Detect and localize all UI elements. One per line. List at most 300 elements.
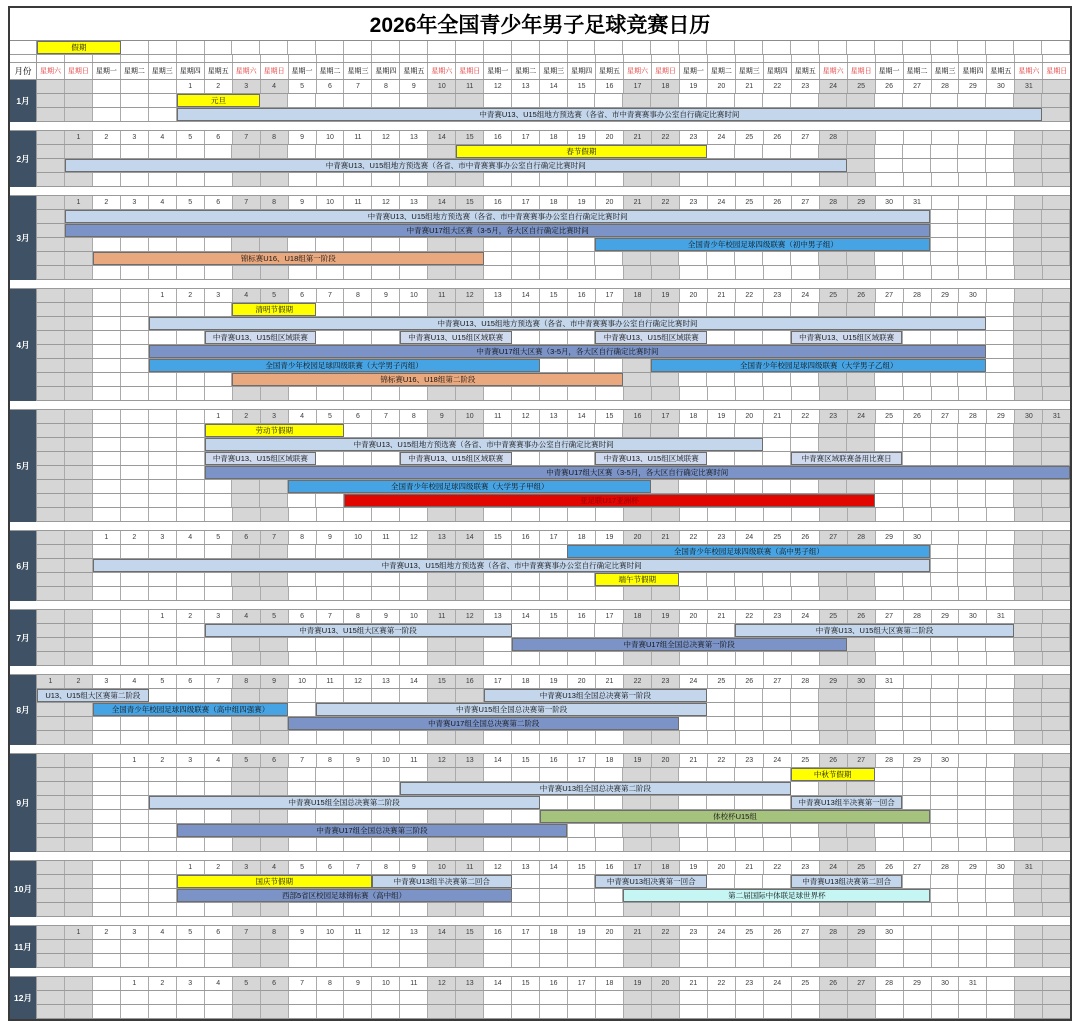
month-label: 12月 [10, 977, 37, 1019]
empty-cell [288, 638, 316, 651]
page-title: 2026年全国青少年男子足球竞赛日历 [10, 8, 1070, 41]
weekday-header-cell: 星期日 [261, 63, 289, 79]
empty-cell [317, 266, 345, 279]
day-cell: 28 [820, 926, 848, 939]
empty-cell [121, 824, 149, 837]
empty-cell [37, 173, 65, 186]
month-rows [37, 926, 1070, 968]
empty-cell [372, 731, 400, 744]
empty-cell [121, 145, 149, 158]
day-cell: 2 [93, 196, 121, 209]
day-cell: 1 [121, 977, 149, 990]
day-cell: 5 [289, 861, 317, 874]
empty-cell [205, 768, 233, 781]
event-row [37, 508, 1070, 522]
empty-cell [568, 424, 596, 437]
day-cell: 29 [959, 80, 987, 93]
day-cell: 24 [848, 410, 876, 423]
empty-cell [484, 903, 512, 916]
day-cell [177, 410, 205, 423]
empty-cell [121, 480, 149, 493]
month-label: 10月 [10, 861, 37, 917]
day-cell: 7 [372, 410, 400, 423]
empty-cell [1043, 652, 1070, 665]
empty-cell [261, 991, 289, 1004]
empty-cell [623, 424, 651, 437]
empty-cell [875, 159, 903, 172]
empty-cell [205, 573, 233, 586]
day-cells [37, 717, 1070, 730]
dates-row [37, 410, 1070, 424]
empty-cell [707, 252, 735, 265]
empty-cell [931, 796, 959, 809]
empty-cell [428, 1005, 456, 1018]
empty-cell [568, 266, 596, 279]
empty-cell [1014, 889, 1042, 902]
event-bar: 中青赛U13组全国总决赛第一阶段 [484, 689, 707, 702]
day-cell [1043, 675, 1070, 688]
empty-cell [708, 838, 736, 851]
empty-cell [847, 424, 875, 437]
day-cells [37, 545, 1070, 558]
day-cell [37, 80, 65, 93]
empty-cell [205, 494, 233, 507]
day-cell: 5 [177, 926, 205, 939]
empty-cell [903, 573, 931, 586]
day-cell: 1 [65, 926, 93, 939]
empty-cell [791, 573, 819, 586]
empty-cell [624, 940, 652, 953]
empty-cell [400, 903, 428, 916]
empty-cell [316, 452, 344, 465]
empty-cell [931, 573, 959, 586]
day-cell: 24 [708, 196, 736, 209]
day-cell: 19 [652, 289, 680, 302]
empty-cell [763, 424, 791, 437]
empty-cell [986, 703, 1014, 716]
empty-cell [1042, 638, 1070, 651]
day-cell: 25 [792, 977, 820, 990]
event-bar: 中青赛U13、U15组地方预选赛（各省、市中青赛赛事办公室自行确定比赛时间 [65, 210, 930, 223]
empty-cell [372, 573, 400, 586]
month-rows [37, 610, 1070, 666]
empty-cell [986, 545, 1014, 558]
empty-cell [261, 731, 289, 744]
day-cell: 14 [400, 675, 428, 688]
empty-cell [512, 768, 540, 781]
empty-cell [1014, 545, 1042, 558]
empty-cell [233, 173, 261, 186]
day-cell: 2 [177, 610, 205, 623]
month-column-header: 月份 [10, 63, 37, 79]
day-cell: 8 [372, 861, 400, 874]
empty-cell [316, 768, 344, 781]
holiday-bar: 春节假期 [456, 145, 707, 158]
empty-cell [707, 94, 735, 107]
empty-cell [260, 545, 288, 558]
empty-cell [121, 991, 149, 1004]
day-cell: 24 [736, 531, 764, 544]
empty-cell [792, 55, 820, 62]
day-cell [932, 926, 960, 939]
empty-cell [763, 252, 791, 265]
empty-cell [540, 266, 568, 279]
empty-cell [121, 452, 149, 465]
weekday-header-cell: 星期日 [848, 63, 876, 79]
empty-cell [428, 173, 456, 186]
empty-cell [317, 387, 345, 400]
day-cell [65, 531, 93, 544]
empty-cell [792, 387, 820, 400]
empty-cell [288, 494, 316, 507]
month-label: 7月 [10, 610, 37, 666]
weekday-header-cell: 星期三 [932, 63, 960, 79]
empty-cell [763, 145, 791, 158]
empty-cell [344, 303, 372, 316]
day-cell: 26 [876, 861, 904, 874]
empty-cell [372, 41, 400, 54]
day-cell: 5 [261, 289, 289, 302]
empty-cell [372, 331, 400, 344]
empty-cell [540, 173, 568, 186]
empty-cell [1014, 159, 1042, 172]
event-bar: 西部5省区校园足球锦标赛（高中组） [177, 889, 512, 902]
empty-cell [986, 810, 1014, 823]
day-cell: 13 [512, 80, 540, 93]
empty-cell [876, 652, 904, 665]
day-cell: 28 [932, 861, 960, 874]
empty-cell [903, 703, 931, 716]
empty-cell [121, 41, 149, 54]
day-cell: 3 [121, 196, 149, 209]
day-cell: 23 [792, 80, 820, 93]
empty-cell [233, 266, 261, 279]
empty-cell [400, 41, 428, 54]
month-rows [37, 131, 1070, 187]
event-row [37, 838, 1070, 852]
empty-cell [372, 55, 400, 62]
empty-cell [679, 480, 707, 493]
day-cell: 24 [764, 754, 792, 767]
empty-cell [540, 587, 568, 600]
day-cell: 18 [652, 80, 680, 93]
empty-cell [568, 41, 596, 54]
empty-cell [372, 652, 400, 665]
empty-cell [595, 359, 623, 372]
day-cell: 8 [344, 610, 372, 623]
empty-cell [596, 587, 624, 600]
empty-cell [65, 508, 93, 521]
empty-cell [904, 587, 932, 600]
empty-cell [931, 224, 959, 237]
event-bar: 中青赛U13、U15组大区赛第一阶段 [205, 624, 512, 637]
day-cell: 14 [428, 196, 456, 209]
empty-cell [372, 768, 400, 781]
empty-cell [568, 838, 596, 851]
day-cell: 27 [904, 861, 932, 874]
empty-cell [624, 903, 652, 916]
empty-cell [958, 224, 986, 237]
empty-cell [568, 624, 596, 637]
empty-cell [819, 717, 847, 730]
empty-cell [735, 480, 763, 493]
event-bar: 第二届国际中体联足球世界杯 [623, 889, 930, 902]
empty-cell [121, 768, 149, 781]
empty-cell [875, 717, 903, 730]
empty-cell [764, 954, 792, 967]
empty-cell [512, 954, 540, 967]
event-bar: 亚足联U17亚洲杯 [344, 494, 874, 507]
day-cell [1043, 977, 1070, 990]
empty-cell [540, 55, 568, 62]
empty-cell [288, 689, 316, 702]
event-bar: 中青赛U13、U15组大区赛第二阶段 [735, 624, 1014, 637]
empty-cell [903, 145, 931, 158]
empty-cell [149, 940, 177, 953]
empty-cell [484, 173, 512, 186]
empty-cell [679, 373, 707, 386]
day-cell: 22 [764, 80, 792, 93]
day-cell: 28 [792, 675, 820, 688]
empty-cell [763, 875, 791, 888]
empty-cell [707, 875, 735, 888]
weekday-header-cell: 星期二 [708, 63, 736, 79]
empty-cell [344, 782, 372, 795]
day-cell: 12 [484, 80, 512, 93]
empty-cell [37, 545, 65, 558]
empty-cell [959, 266, 987, 279]
empty-cell [121, 810, 149, 823]
event-bar: 中青赛U13、U15组区域联赛 [791, 331, 903, 344]
day-cell: 24 [792, 289, 820, 302]
empty-cell [680, 838, 708, 851]
month-rows [37, 861, 1070, 917]
empty-cell [484, 1005, 512, 1018]
empty-cell [679, 824, 707, 837]
day-cell: 4 [233, 610, 261, 623]
empty-cell [624, 1005, 652, 1018]
empty-cell [595, 94, 623, 107]
empty-cell [232, 545, 260, 558]
empty-cell [624, 387, 652, 400]
empty-cell [316, 689, 344, 702]
empty-cell [931, 303, 959, 316]
empty-cell [876, 587, 904, 600]
empty-cell [596, 652, 624, 665]
empty-cell [986, 717, 1014, 730]
empty-cell [1014, 559, 1042, 572]
weekday-header-cell: 星期四 [959, 63, 987, 79]
empty-cell [903, 94, 931, 107]
event-row [37, 359, 1070, 373]
empty-cell [37, 252, 65, 265]
empty-cell [764, 838, 792, 851]
event-row [37, 703, 1070, 717]
empty-cell [1014, 145, 1042, 158]
empty-cell [876, 903, 904, 916]
day-cells [37, 838, 1070, 851]
empty-cell [847, 373, 875, 386]
empty-cell [1014, 494, 1042, 507]
empty-cell [344, 387, 372, 400]
empty-cell [568, 252, 596, 265]
day-cell: 16 [568, 289, 596, 302]
spacer-row [10, 55, 1070, 63]
empty-cell [568, 768, 596, 781]
empty-cell [205, 145, 233, 158]
event-bar: 全国青少年校园足球四级联赛（大学男子乙组） [651, 359, 986, 372]
empty-cell [317, 1005, 345, 1018]
day-cell: 22 [708, 754, 736, 767]
day-cell [37, 131, 65, 144]
empty-cell [958, 438, 986, 451]
empty-cell [987, 508, 1015, 521]
empty-cell [372, 587, 400, 600]
month-rows [37, 977, 1070, 1019]
day-cell: 23 [820, 410, 848, 423]
weekday-header-cell: 星期二 [317, 63, 345, 79]
empty-cell [400, 303, 428, 316]
empty-cell [568, 587, 596, 600]
event-row [37, 452, 1070, 466]
month-rows [37, 80, 1070, 122]
day-cell: 19 [568, 196, 596, 209]
empty-cell [596, 1005, 624, 1018]
event-row [37, 1005, 1070, 1019]
empty-cell [820, 838, 848, 851]
empty-cell [456, 55, 484, 62]
empty-cell [1043, 173, 1070, 186]
day-cell: 2 [65, 675, 93, 688]
day-cell: 31 [959, 977, 987, 990]
empty-cell [1014, 238, 1042, 251]
empty-cell [651, 41, 679, 54]
day-cell: 4 [121, 675, 149, 688]
empty-cell [875, 41, 903, 54]
empty-cell [149, 782, 177, 795]
day-cell: 18 [568, 531, 596, 544]
day-cell: 12 [456, 610, 484, 623]
day-cell [987, 977, 1015, 990]
day-cell: 28 [904, 610, 932, 623]
empty-cell [848, 173, 876, 186]
empty-cell [1042, 224, 1070, 237]
event-bar: 锦标赛U16、U18组第一阶段 [93, 252, 484, 265]
empty-cell [931, 545, 959, 558]
empty-cell [37, 424, 65, 437]
empty-cell [93, 94, 121, 107]
empty-cell [121, 638, 149, 651]
empty-cell [121, 731, 149, 744]
empty-cell [344, 768, 372, 781]
day-cell [121, 610, 149, 623]
empty-cell [344, 452, 372, 465]
empty-cell [512, 991, 540, 1004]
empty-cell [708, 587, 736, 600]
empty-cell [820, 954, 848, 967]
day-cells [37, 782, 1070, 795]
day-cell: 25 [848, 861, 876, 874]
day-cell: 22 [764, 861, 792, 874]
empty-cell [400, 238, 428, 251]
day-cell: 20 [568, 675, 596, 688]
day-cell [987, 754, 1015, 767]
day-cell: 6 [317, 861, 345, 874]
day-cells [37, 494, 1070, 507]
empty-cell [986, 689, 1014, 702]
empty-cell [260, 810, 288, 823]
empty-cell [205, 41, 233, 54]
empty-cell [372, 303, 400, 316]
empty-cell [791, 373, 819, 386]
empty-cell [121, 587, 149, 600]
empty-cell [37, 345, 65, 358]
empty-cell [232, 145, 260, 158]
day-cell: 22 [652, 926, 680, 939]
day-cell: 6 [205, 926, 233, 939]
empty-cell [820, 731, 848, 744]
day-cell: 24 [820, 80, 848, 93]
empty-cell [233, 55, 261, 62]
event-row [37, 373, 1070, 387]
empty-cell [400, 689, 428, 702]
day-cell [959, 926, 987, 939]
day-cell: 16 [484, 926, 512, 939]
empty-cell [512, 331, 540, 344]
empty-cell [37, 238, 65, 251]
weekday-header-cell: 星期六 [820, 63, 848, 79]
empty-cell [344, 652, 372, 665]
empty-cell [65, 108, 93, 121]
day-cell: 10 [372, 977, 400, 990]
empty-cell [428, 55, 456, 62]
empty-cell [763, 703, 791, 716]
empty-cell [652, 508, 680, 521]
empty-cell [764, 652, 792, 665]
day-cell: 31 [904, 196, 932, 209]
empty-cell [847, 41, 875, 54]
day-cell: 10 [317, 196, 345, 209]
empty-cell [37, 991, 65, 1004]
empty-cell [876, 387, 904, 400]
empty-cell [847, 94, 875, 107]
empty-cell [568, 303, 596, 316]
empty-cell [177, 545, 205, 558]
empty-cell [428, 638, 456, 651]
day-cells [37, 689, 1070, 702]
empty-cell [65, 703, 93, 716]
empty-cell [93, 480, 121, 493]
empty-cell [93, 940, 121, 953]
empty-cell [735, 452, 763, 465]
empty-cell [65, 424, 93, 437]
empty-cell [540, 889, 568, 902]
day-cell: 15 [568, 861, 596, 874]
day-cell: 30 [876, 926, 904, 939]
empty-cell [958, 810, 986, 823]
empty-cell [624, 838, 652, 851]
day-cell: 9 [400, 861, 428, 874]
empty-cell [1043, 587, 1070, 600]
calendar-table [8, 6, 1072, 1021]
empty-cell [65, 55, 93, 62]
weekday-header-cell: 星期四 [177, 63, 205, 79]
empty-cell [317, 731, 345, 744]
empty-cell [679, 768, 707, 781]
day-cell: 20 [652, 754, 680, 767]
empty-cell [205, 810, 233, 823]
day-cell: 4 [149, 131, 177, 144]
